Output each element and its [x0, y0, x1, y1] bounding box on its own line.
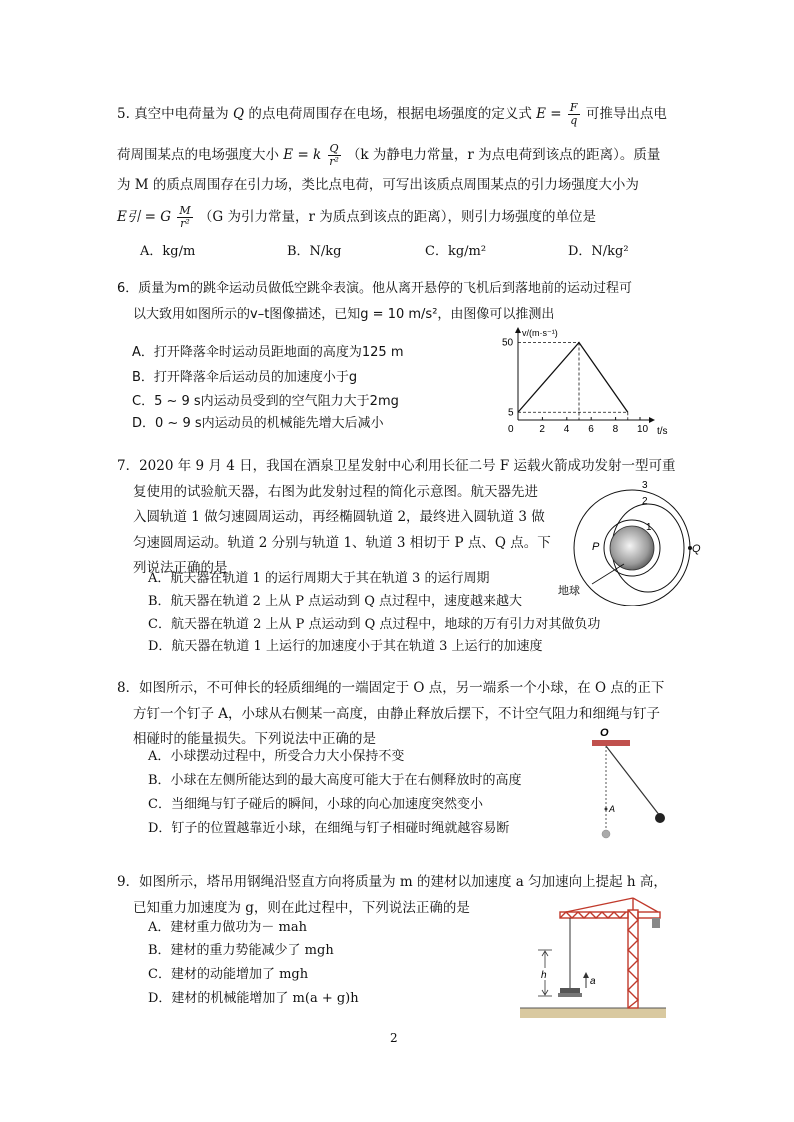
crane-diagram: [520, 896, 670, 1022]
fraction-Q-over-r2: $\frac{Q}{\text{r²}}$: [329, 142, 339, 168]
vt-chart: [500, 322, 680, 440]
q7-option-b: B．航天器在轨道 2 上从 P 点运动到 Q 点过程中，速度越来越大: [148, 594, 523, 609]
nail-a: [605, 808, 608, 811]
q8-option-d: D．钉子的位置越靠近小球，在细绳与钉子相碰时绳就越容易断: [148, 821, 510, 836]
point-q: [688, 546, 692, 550]
question-5: [117, 102, 677, 128]
q5-line-1: 5. 真空中电荷量为 Q 的点电荷周围存在电场，根据电场强度的定义式 E = $\frac{F}{q}$ 可推导出点电: [117, 101, 667, 127]
ball-bottom: [602, 830, 610, 838]
a-label: a: [590, 976, 596, 987]
earth-label: 地球: [558, 585, 580, 597]
ceiling-bar: [592, 740, 630, 746]
q6-option-a: A．打开降落伞时运动员距地面的高度为125 m: [132, 345, 404, 360]
question-9: 9．如图所示，塔吊用钢绳沿竖直方向将质量为 m 的建材以加速度 a 匀加速向上提起 h 高， 已知重力加速度为 g，则在此过程中，下列说法正确的是: [117, 874, 667, 916]
q9-option-a: A．建材重力做功为－ mah: [148, 920, 307, 935]
question-6: 6．质量为m的跳伞运动员做低空跳伞表演。他从离开悬停的飞机后到落地前的运动过程可 以大致用如图所示的v–t图像描述，已知g = 10 m/s²，由图像可以推测出: [117, 281, 632, 322]
q9-option-d: D．建材的机械能增加了 m(a + g)h: [148, 991, 359, 1006]
y-tick-label-5: 5: [508, 407, 514, 419]
pendulum-diagram: [588, 726, 678, 844]
orbit-diagram: [548, 476, 708, 606]
q5-line-4: E引 = G $\frac{M}{\text{r²}}$ （G 为引力常量，r 为质点到该点的距离），则引力场强度的单位是: [117, 204, 596, 230]
fraction-F-over-q: $\frac{F}{q}$: [569, 101, 578, 127]
question-7: 7．2020 年 9 月 4 日，我国在酒泉卫星发射中心利用长征二号 F 运载火箭成功发射一型可重 复使用的试验航天器，右图为此发射过程的简化示意图。航天器先进 入圆轨道 1 做匀速圆周运动，再经椭圆轨道 2，最终进入圆轨道 3 做 匀速圆周运动。轨道 2 分别与轨道 1、轨道 3 相切于 P 点、Q 点。下 列说法正确的是: [117, 458, 676, 576]
series-line: [518, 343, 628, 413]
x-tick-label-8: 8: [612, 424, 619, 435]
orbit-3-label: 3: [642, 480, 648, 491]
q5-option-d: D．N/kg²: [568, 244, 629, 259]
q6-option-d: D．0 ~ 9 s内运动员的机械能先增大后减小: [132, 416, 384, 431]
q5-option-a: A．kg/m: [140, 244, 196, 259]
q7-option-c: C．航天器在轨道 2 上从 P 点运动到 Q 点过程中，地球的万有引力对其做负功: [148, 617, 601, 632]
q5-line-2: 荷周围某点的电场强度大小 E = k $\frac{Q}{\text{r²}}$ （k 为静电力常量，r 为点电荷到该点的距离）。质量: [117, 142, 661, 168]
x-tick-label-0: 0: [508, 424, 514, 435]
q8-option-c: C．当细绳与钉子碰后的瞬间，小球的向心加速度突然变小: [148, 797, 483, 812]
x-axis-label: t/s: [657, 426, 668, 437]
q7-option-a: A．航天器在轨道 1 的运行周期大于其在轨道 3 的运行周期: [148, 571, 490, 586]
ground: [520, 1008, 666, 1018]
point-a-label: A: [609, 804, 616, 814]
q6-option-c: C．5 ~ 9 s内运动员受到的空气阻力大于2mg: [132, 394, 399, 409]
building-material: [560, 988, 580, 993]
point-q-label: Q: [692, 543, 701, 555]
fraction-M-over-r2: $\frac{M}{\text{r²}}$: [179, 204, 191, 230]
orbit-1-label: 1: [646, 522, 652, 533]
q5-line-3: 为 M 的质点周围存在引力场，类比点电荷，可写出该质点周围某点的引力场强度大小为: [117, 177, 639, 193]
point-p-label: P: [592, 541, 600, 553]
point-o-label: O: [600, 727, 609, 739]
counterweight: [652, 918, 660, 928]
orbit-2-label: 2: [642, 496, 648, 507]
h-label: h: [541, 970, 547, 981]
y-axis-label: v/(m·s⁻¹): [522, 328, 558, 338]
q9-option-b: B．建材的重力势能减少了 mgh: [148, 943, 334, 958]
x-tick-label-2: 2: [539, 424, 545, 435]
q5-option-b: B．N/kg: [287, 244, 342, 259]
x-tick-label-6: 6: [588, 424, 594, 435]
q5-option-c: C．kg/m²: [425, 244, 487, 259]
q9-option-c: C．建材的动能增加了 mgh: [148, 967, 309, 982]
x-tick-label-4: 4: [563, 424, 570, 435]
q8-option-a: A．小球摆动过程中，所受合力大小保持不变: [148, 749, 405, 764]
page-number: 2: [390, 1031, 398, 1045]
question-8: 8．如图所示，不可伸长的轻质细绳的一端固定于 O 点，另一端系一个小球，在 O 点的正下 方钉一个钉子 A，小球从右侧某一高度，由静止释放后摆下，不计空气阻力和细绳与钉子 相碰时的能量损失。下列说法中正确的是: [117, 680, 665, 747]
q8-option-b: B．小球在左侧所能达到的最大高度可能大于在右侧释放时的高度: [148, 773, 522, 788]
ball-right: [655, 813, 665, 823]
y-tick-label-50: 50: [502, 337, 514, 349]
q7-option-d: D．航天器在轨道 1 上运行的加速度小于其在轨道 3 上运行的加速度: [148, 639, 543, 654]
q6-option-b: B．打开降落伞后运动员的加速度小于g: [132, 370, 358, 385]
x-tick-label-10: 10: [637, 424, 649, 435]
